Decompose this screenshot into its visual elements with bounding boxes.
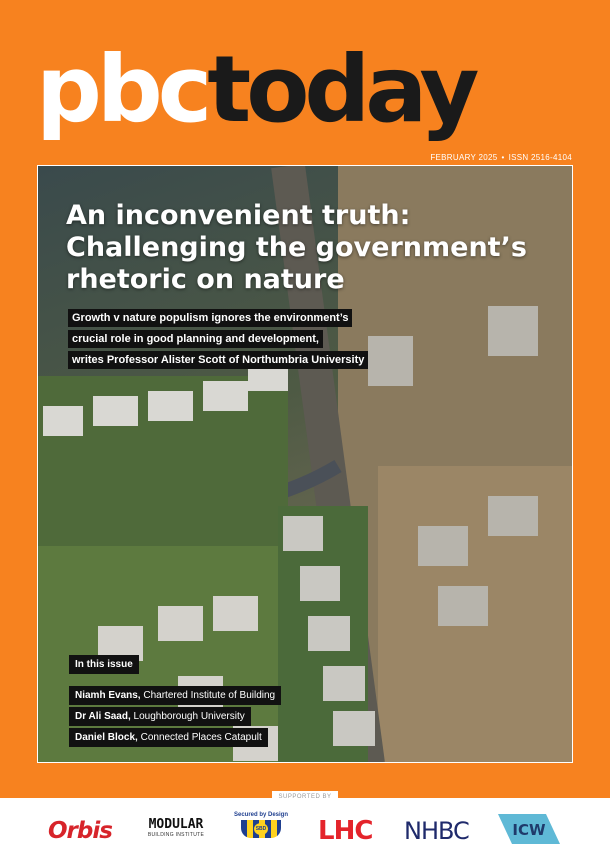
contributor-item <box>69 686 281 705</box>
standfirst-line: Growth v nature populism ignores the environment’s <box>68 309 352 327</box>
modular-logo-sub: BUILDING INSTITUTE <box>147 832 205 838</box>
orbis-logo: Orbis <box>48 818 112 844</box>
standfirst-line: crucial role in good planning and development, <box>68 330 323 348</box>
cover-headline: An inconvenient truth: Challenging the government’s rhetoric on nature <box>66 200 527 295</box>
in-this-issue <box>69 654 281 749</box>
modular-logo-main: MODULAR <box>148 817 204 832</box>
contributor-org: Loughborough University <box>133 711 245 722</box>
icw-logo <box>498 814 560 844</box>
icw-text: ICW <box>512 821 546 839</box>
standfirst <box>68 308 368 371</box>
modular-building-institute-logo <box>146 818 206 838</box>
sponsor-footer <box>0 798 610 863</box>
contributor-name: Daniel Block, <box>75 732 138 743</box>
contributor-org: Chartered Institute of Building <box>143 690 276 701</box>
issue-line <box>430 153 572 162</box>
masthead-pbc: pbc <box>36 36 208 143</box>
lhc-logo: LHC <box>318 816 373 846</box>
cover-photo <box>37 165 573 763</box>
sbd-badge: SBD <box>254 823 268 835</box>
masthead-today: today <box>207 36 475 143</box>
contributor-org: Connected Places Catapult <box>140 732 262 743</box>
sbd-shield-icon <box>241 820 281 838</box>
nhbc-logo: NHBC <box>404 817 469 845</box>
secured-by-design-logo <box>232 812 290 838</box>
issn: ISSN 2516-4104 <box>508 153 572 162</box>
issue-date: FEBRUARY 2025 <box>430 153 498 162</box>
masthead <box>36 36 475 143</box>
contributor-name: Niamh Evans, <box>75 690 141 701</box>
standfirst-line: writes Professor Alister Scott of Northumbria University <box>68 351 368 369</box>
sbd-title: Secured by Design <box>233 812 289 818</box>
supported-by-label: SUPPORTED BY <box>272 791 338 804</box>
contributor-name: Dr Ali Saad, <box>75 711 131 722</box>
in-this-issue-label: In this issue <box>69 655 139 674</box>
contributor-item <box>69 707 251 726</box>
contributor-item <box>69 728 268 747</box>
issue-separator: • <box>501 153 505 162</box>
